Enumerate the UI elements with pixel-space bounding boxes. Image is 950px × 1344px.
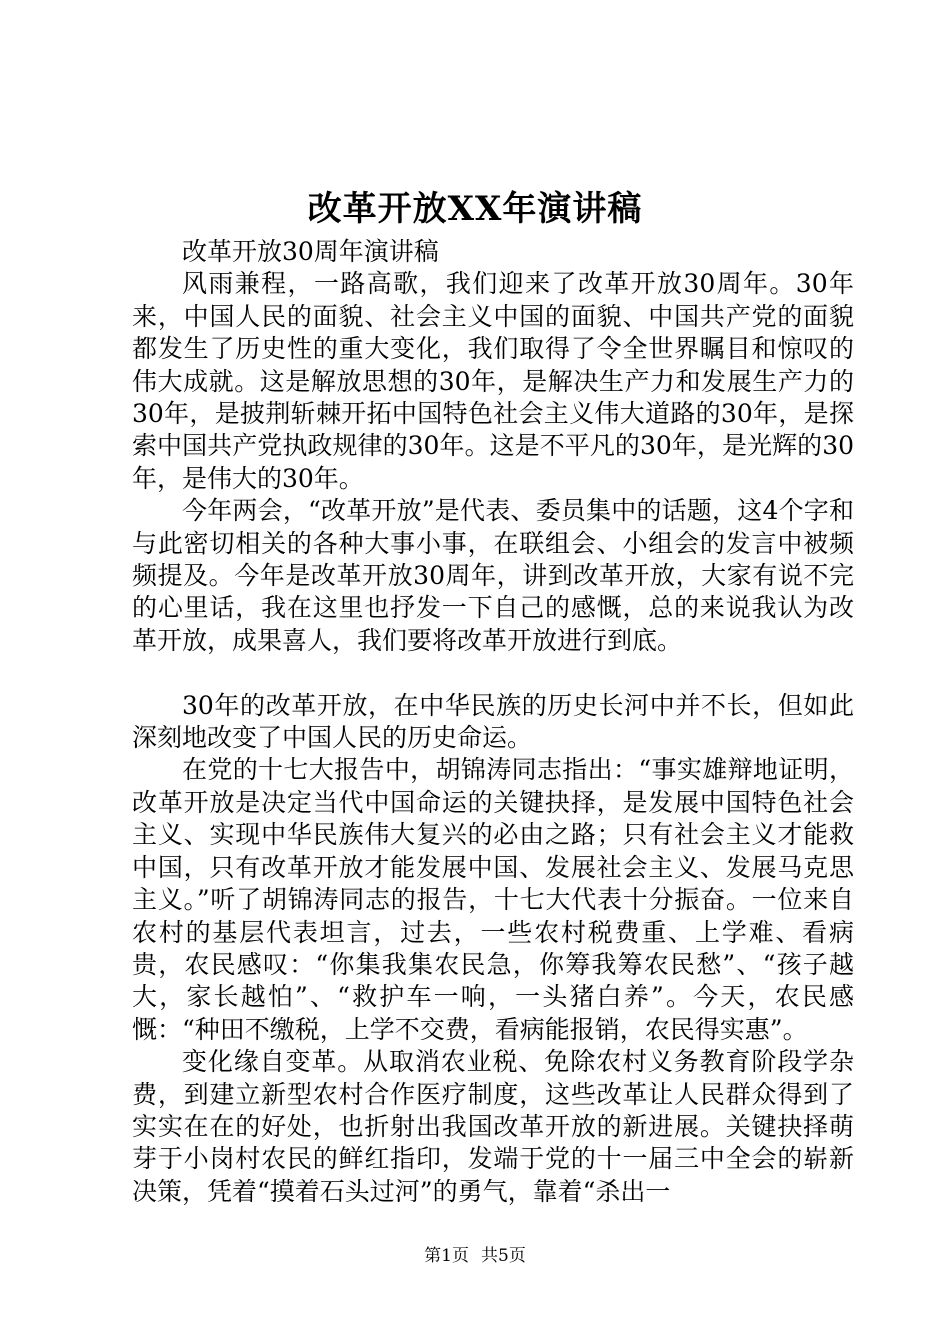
page-footer (0, 1244, 950, 1268)
paragraph: 风雨兼程，一路高歌，我们迎来了改革开放30周年。30年来，中国人民的面貌、社会主义中国的面貌、中国共产党的面貌都发生了历史性的重大变化，我们取得了令全世界瞩目和惊叹的伟大成就。这是解放思想的30年，是解决生产力和发展生产力的30年，是披荆斩棘开拓中国特色社会主义伟大道路的30年，是探索中国共产党执政规律的30年。这是不平凡的30年，是光辉的30年，是伟大的30年。 (132, 269, 854, 493)
document-title: 改革开放XX年演讲稿 (307, 189, 643, 229)
paragraph: 今年两会，“改革开放”是代表、委员集中的话题，这4个字和与此密切相关的各种大事小事，在联组会、小组会的发言中被频频提及。今年是改革开放30周年，讲到改革开放，大家有说不完的心里话，我在这里也抒发一下自己的感慨，总的来说我认为改革开放，成果喜人，我们要将改革开放进行到底。 (132, 496, 854, 655)
blank-line (132, 657, 854, 689)
paragraph: 变化缘自变革。从取消农业税、免除农村义务教育阶段学杂费，到建立新型农村合作医疗制度，这些改革让人民群众得到了实实在在的好处，也折射出我国改革开放的新进展。关键抉择萌芽于小岗村农民的鲜红指印，发端于党的十一届三中全会的崭新决策，凭着“摸着石头过河”的勇气，靠着“杀出一 (132, 1047, 854, 1206)
page-total: 共5页 (481, 1246, 526, 1266)
document-body (132, 236, 854, 1208)
document-subtitle: 改革开放30周年演讲稿 (182, 237, 439, 266)
paragraph: 在党的十七大报告中，胡锦涛同志指出：“事实雄辩地证明，改革开放是决定当代中国命运的关键抉择，是发展中国特色社会主义、实现中华民族伟大复兴的必由之路；只有社会主义才能救中国，只有改革开放才能发展中国、发展社会主义、发展马克思主义。”听了胡锦涛同志的报告，十七大代表十分振奋。一位来自农村的基层代表坦言，过去，一些农村税费重、上学难、看病贵，农民感叹：“你集我集农民急，你筹我筹农民愁”、“孩子越大，家长越怕”、“救护车一响，一头猪白养”。今天，农民感慨：“种田不缴税，上学不交费，看病能报销，农民得实惠”。 (132, 755, 854, 1044)
paragraph: 30年的改革开放，在中华民族的历史长河中并不长，但如此深刻地改变了中国人民的历史命运。 (132, 690, 854, 753)
page-number: 第1页 (424, 1246, 469, 1266)
